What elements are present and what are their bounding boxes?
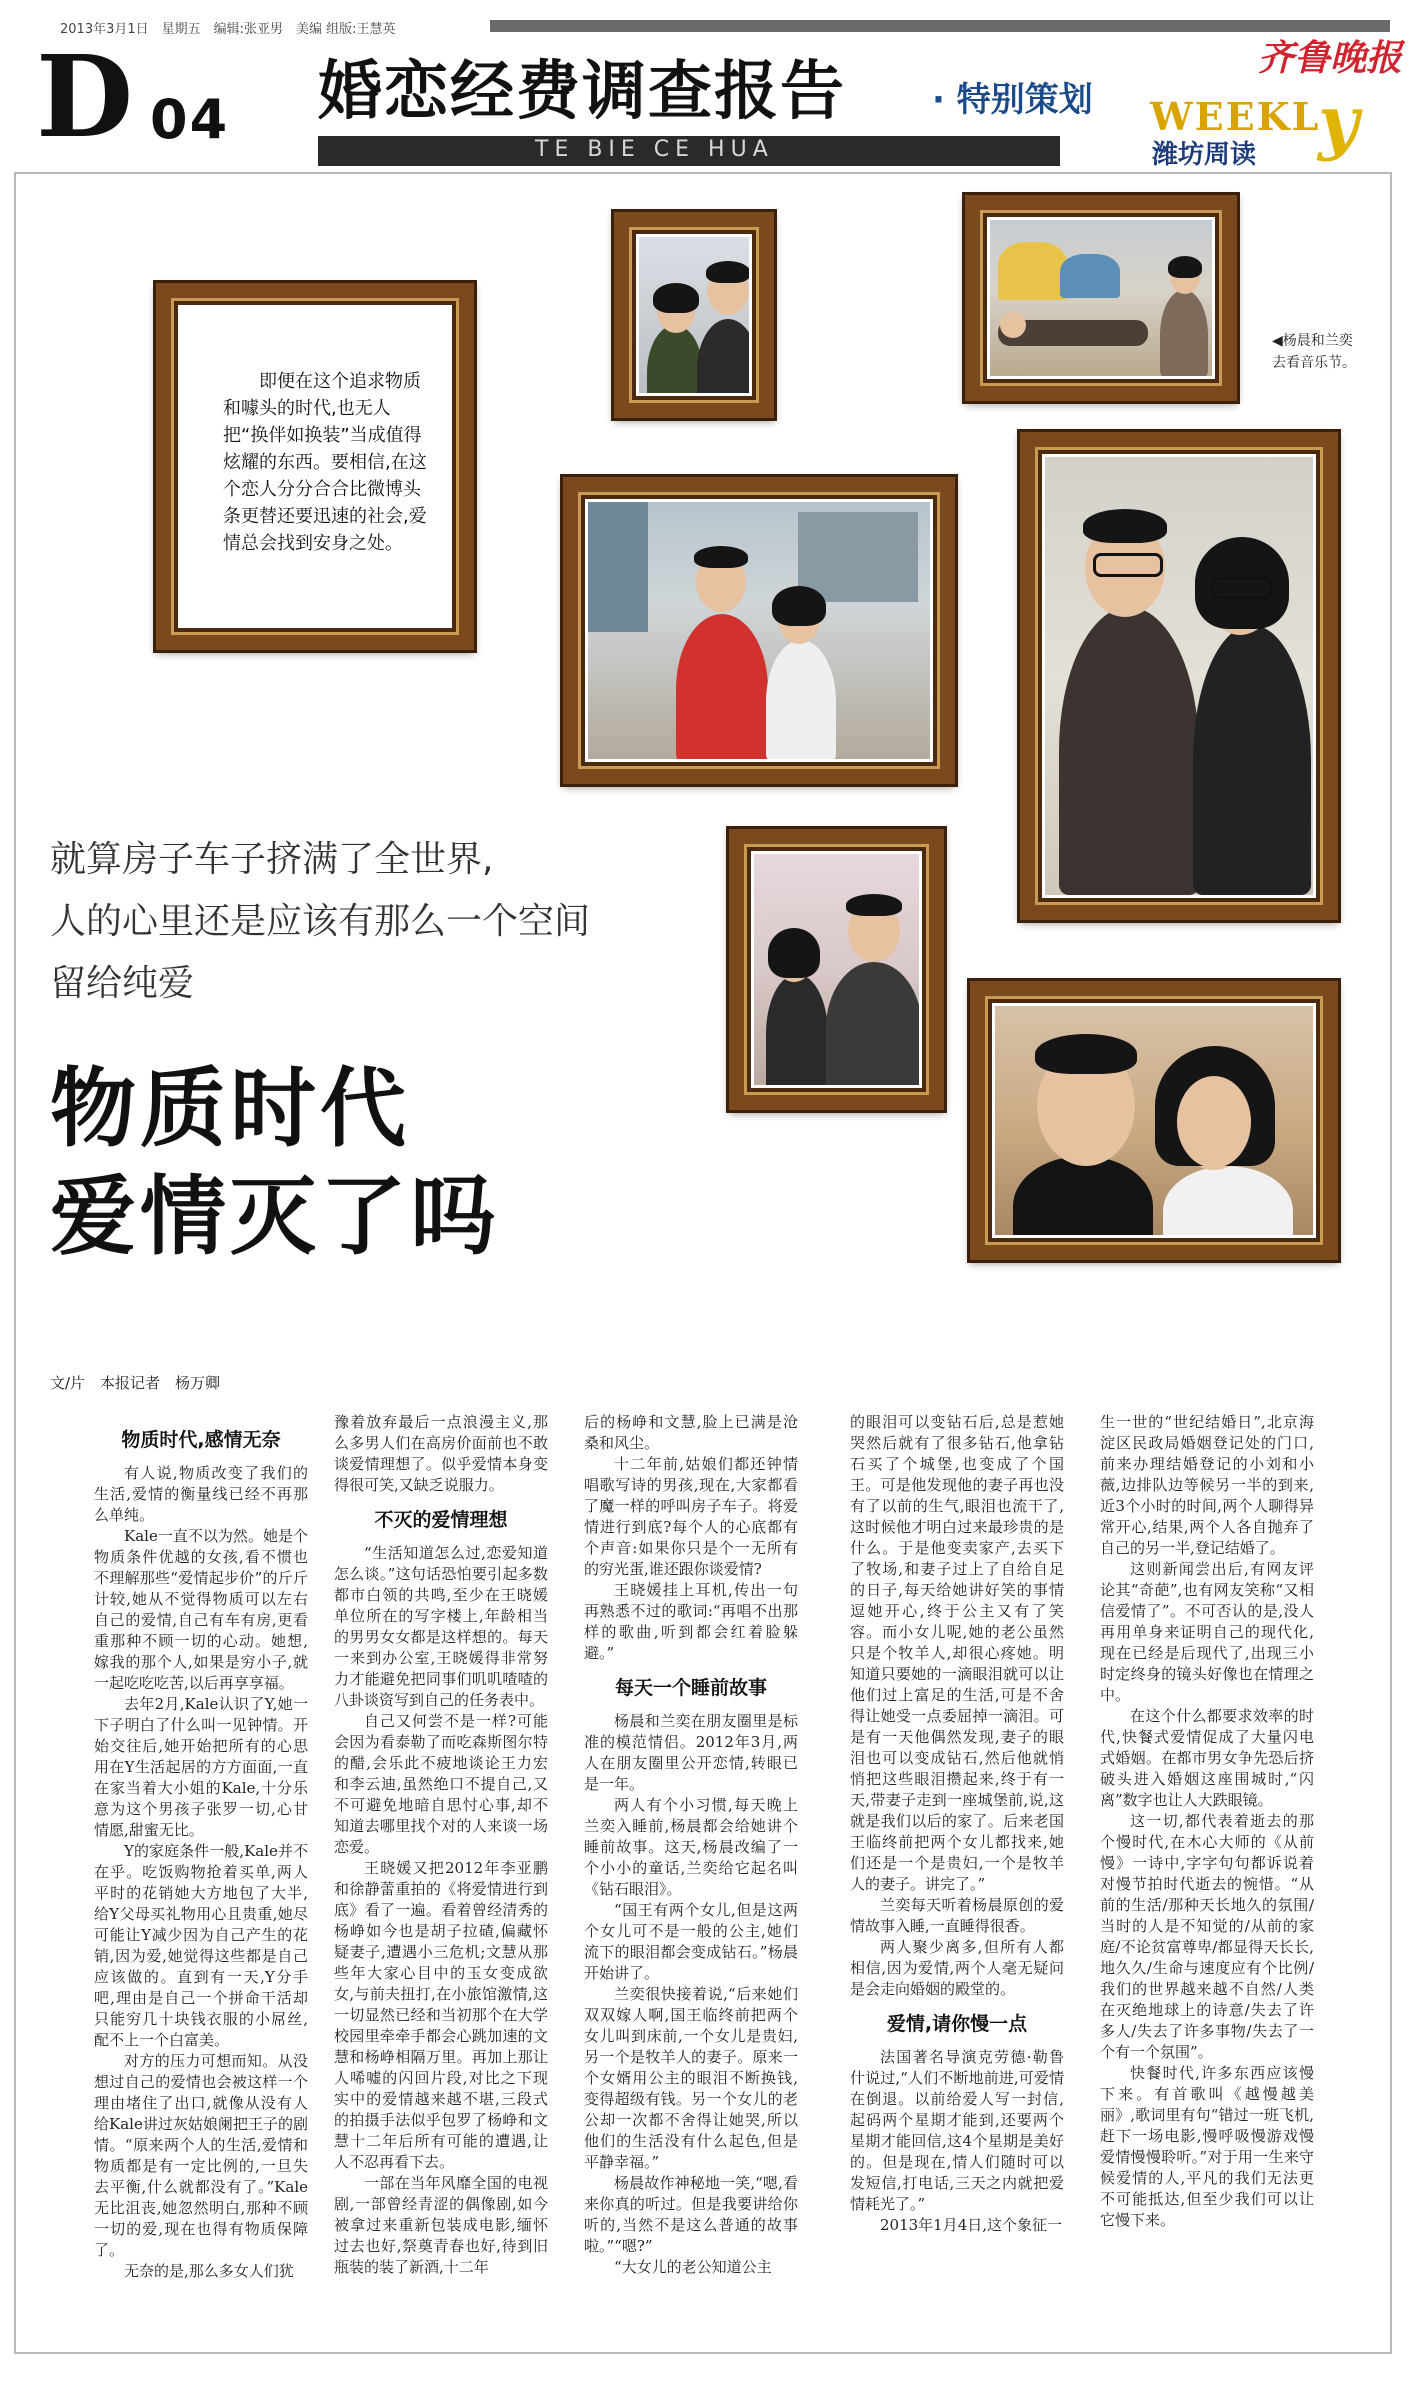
photo-frame xyxy=(970,981,1338,1260)
section-letter: D xyxy=(36,32,134,163)
pull-quote: 即便在这个追求物质和噱头的时代,也无人把“换伴如换装”当成值得炫耀的东西。要相信,在这个恋人分分合合比微博头条更替还要迅速的社会,爱情总会找到安身之处。 xyxy=(223,371,427,554)
paragraph: “大女儿的老公知道公主 xyxy=(614,2258,772,2276)
photo-caption: ◀杨晨和兰奕去看音乐节。 xyxy=(1272,333,1356,371)
couple-photo xyxy=(639,237,749,393)
subheading: 爱情,请你慢一点 xyxy=(886,2013,1028,2035)
page-number: 04 xyxy=(150,88,230,151)
section-pinyin: TE BIE CE HUA xyxy=(535,137,774,162)
subheading: 不灭的爱情理想 xyxy=(374,1509,508,1531)
weekly-subtitle: 潍坊周读 xyxy=(1152,140,1257,170)
paragraph: 法国著名导演克劳德·勒鲁什说过,“人们不断地前进,可爱情在倒退。以前给爱人写一封信,起码两个星期才能到,还要两个星期才能回信,这4个星期是美好的。但是现在,情人们随时可以发短信,打电话,三天之内就把爱情耗光了。” xyxy=(850,2048,1064,2213)
paragraph: 无奈的是,那么多女人们犹 xyxy=(124,2262,294,2280)
masthead-rule xyxy=(490,20,1390,32)
section-tag: · 特别策划 xyxy=(932,80,1093,120)
paragraph: 这一切,都代表着逝去的那个慢时代,在木心大师的《从前慢》一诗中,字字句句都诉说着对慢节拍时代逝去的惋惜。“从前的生活/那种天长地久的氛围/当时的人是不知觉的/从前的家庭/不论贫富尊卑/都显得天长长,地久久/生命与速度应有个比例/我们的世界越来越不自然/人类在灭绝地球上的诗意/失去了许多人/失去了许多事物/失去了一个有一个氛围”。 xyxy=(1100,1812,1314,2061)
paragraph: 兰奕很快接着说,“后来她们双双嫁人啊,国王临终前把两个女儿叫到床前,一个女儿是贵妇,另一个是牧羊人的妻子。原来一个女婿用公主的眼泪不断换钱,变得超级有钱。另一个女儿的老公却一次都不舍得让她哭,所以他们的生活没有什么起色,但是平静幸福。” xyxy=(584,1985,798,2171)
paragraph: 的眼泪可以变钻石后,总是惹她哭然后就有了很多钻石,他拿钻石买了个城堡,也变成了个国王。可是他发现他的妻子再也没有了以前的生气,眼泪也流干了,这时候他才明白过来最珍贵的是什么。于是他变卖家产,去买下了牧场,和妻子过上了自给自足的日子,每天给她讲好笑的事情逗她开心,终于公主又有了笑容。而小女儿呢,她的老公虽然只是个牧羊人,却很心疼她。明知道只要她的一滴眼泪就可以让他们过上富足的生活,可是不舍得让她受一点委屈掉一滴泪。可是有一天他偶然发现,妻子的眼泪也可以变成钻石,然后他就悄悄把这些眼泪攒起来,终于有一天,带妻子走到一座城堡前,说,这就是我们以后的家了。后来老国王临终前把两个女儿都找来,她们还是一个是贵妇,一个是牧羊人的妻子。讲完了。” xyxy=(850,1413,1064,1893)
couple-closeup-photo xyxy=(995,1006,1313,1235)
article-column xyxy=(584,1412,798,2278)
couple-room-photo xyxy=(588,502,930,759)
deck xyxy=(50,829,770,1015)
paragraph: 在这个什么都要求效率的时代,快餐式爱情促成了大量闪电式婚姻。在都市男女争先恐后挤破头进入婚姻这座围城时,“闪离”数字也让人大跌眼镜。 xyxy=(1100,1707,1314,1809)
couple-glasses-photo xyxy=(1045,457,1313,895)
photo-frame xyxy=(563,477,955,784)
paragraph: 自己又何尝不是一样?可能会因为看泰勒了而吃森斯图尔特的醋,会乐此不疲地谈论王力宏和李云迪,虽然绝口不提自己,又不可避免地暗自思忖心事,却不知道去哪里找个对的人来谈一场恋爱。 xyxy=(334,1712,548,1856)
weekly-logo: WEEKL xyxy=(1150,94,1321,139)
article-column xyxy=(1100,1412,1314,2231)
subheading: 物质时代,感情无奈 xyxy=(121,1429,281,1451)
paragraph: 后的杨峥和文慧,脸上已满是沧桑和风尘。 xyxy=(584,1413,798,1452)
paragraph: “国王有两个女儿,但是这两个女儿可不是一般的公主,她们流下的眼泪都会变成钻石。”杨晨开始讲了。 xyxy=(584,1901,798,1982)
dateline-bar xyxy=(60,16,1390,38)
paragraph: 有人说,物质改变了我们的生活,爱情的衡量线已经不再那么单纯。 xyxy=(94,1464,308,1524)
deck-line: 就算房子车子挤满了全世界, xyxy=(50,839,494,880)
photo-frame xyxy=(965,195,1237,401)
photo-frame xyxy=(614,212,774,418)
paragraph: 去年2月,Kale认识了Y,她一下子明白了什么叫一见钟情。开始交往后,她开始把所有的心思用在Y生活起居的方方面面,一直在家当着大小姐的Kale,十分乐意为这个男孩子张罗一切,心甘情愿,甜蜜无比。 xyxy=(94,1695,308,1839)
paragraph: 快餐时代,许多东西应该慢下来。有首歌叫《越慢越美丽》,歌词里有句“错过一班飞机,赶下一场电影,慢呼吸慢游戏慢爱情慢慢聆听。”对于用一生来守候爱情的人,平凡的我们无法更不可能抵达,但至少我们可以让它慢下来。 xyxy=(1100,2064,1314,2229)
byline: 文/片 本报记者 杨万卿 xyxy=(50,1374,221,1392)
paragraph: 对方的压力可想而知。从没想过自己的爱情也会被这样一个理由堵住了出口,就像从没有人给Kale讲过灰姑娘阑把王子的剧情。“原来两个人的生活,爱情和物质都是有一定比例的,一旦失去平衡,什么就都没有了。”Kale无比沮丧,她忽然明白,那种不顾一切的爱,现在也得有物质保障了。 xyxy=(94,2052,308,2259)
paragraph: 王晓媛又把2012年李亚鹏和徐静蕾重拍的《将爱情进行到底》看了一遍。看着曾经清秀的杨峥如今也是胡子拉碴,偏藏怀疑妻子,遭遇小三危机;文慧从那些年大家心目中的玉女变成欲女,与前夫扭打,在小旅馆激情,这一切显然已经和当初那个在大学校园里牵牵手都会心跳加速的文慧和杨峥相隔万里。再加上那让人唏嘘的闪回片段,对比之下现实中的爱情越来越不堪,三段式的拍摄手法似乎包罗了杨峥和文慧十二年后所有可能的遭遇,让人不忍再看下去。 xyxy=(334,1859,548,2171)
paragraph: 王晓媛挂上耳机,传出一句再熟悉不过的歌词:“再唱不出那样的歌曲,听到都会红着脸躲避。” xyxy=(584,1581,798,1662)
paragraph: 这则新闻尝出后,有网友评论其“奇葩”,也有网友笑称“又相信爱情了”。不可否认的是,没人再用单身来证明自己的现代化,现在已经是后现代了,出现三小时定终身的镜头好像也在情理之中。 xyxy=(1100,1560,1314,1704)
article-column xyxy=(850,1412,1064,2236)
deck-line: 人的心里还是应该有那么一个空间 xyxy=(50,901,591,942)
paragraph: 两人有个小习惯,每天晚上兰奕入睡前,杨晨都会给她讲个睡前故事。这天,杨晨改编了一个小小的童话,兰奕给它起名叫《钻石眼泪》。 xyxy=(584,1796,798,1898)
paragraph: 生一世的“世纪结婚日”,北京海淀区民政局婚姻登记处的门口,前来办理结婚登记的小刘和小薇,边排队边等候另一半的到来,近3个小时的时间,两个人聊得异常开心,结果,两个人各自抛弃了自己的另一半,登记结婚了。 xyxy=(1100,1413,1314,1557)
paragraph: 兰奕每天听着杨晨原创的爱情故事入睡,一直睡得很香。 xyxy=(850,1896,1064,1935)
quote-frame xyxy=(156,283,474,650)
headline-line: 爱情灭了吗 xyxy=(50,1167,500,1267)
weekly-logo-y: y xyxy=(1318,80,1359,163)
paragraph: 两人聚少离多,但所有人都相信,因为爱情,两个人毫无疑问是会走向婚姻的殿堂的。 xyxy=(850,1938,1064,1998)
article-column xyxy=(334,1412,548,2278)
deck-line: 留给纯爱 xyxy=(50,963,195,1004)
paragraph: Y的家庭条件一般,Kale并不在乎。吃饭购物抢着买单,两人平时的花销她大方地包了大半,给Y父母买礼物用心且贵重,她尽可能让Y减少因为自己产生的花销,因为爱,她觉得这些都是自己应该做的。直到有一天,Y分手吧,理由是自己一个拼命干活却只能穷几十块钱衣服的小屌丝,配不上一个白富美。 xyxy=(94,1842,308,2049)
paragraph: 杨晨和兰奕在朋友圈里是标准的模范情侣。2012年3月,两人在朋友圈里公开恋情,转眼已是一年。 xyxy=(584,1712,798,1793)
paragraph: Kale一直不以为然。她是个物质条件优越的女孩,看不惯也不理解那些“爱情起步价”的斤斤计较,她从不觉得物质可以左右自己的爱情,自己有车有房,更看重那种不顾一切的心动。她想,嫁我的那个人,如果是穷小子,就一起吃吃吃苦,以后再享享福。 xyxy=(94,1527,308,1692)
paragraph: 2013年1月4日,这个象征一 xyxy=(880,2216,1063,2234)
headline-line: 物质时代 xyxy=(50,1059,410,1159)
paragraph: 十二年前,姑娘们都还钟情唱歌写诗的男孩,现在,大家都看了魔一样的呼叫房子车子。将爱情进行到底?每个人的心底都有个声音:如果你只是个一无所有的穷光蛋,谁还跟你谈爱情? xyxy=(584,1455,798,1578)
paragraph: 一部在当年风靡全国的电视剧,一部曾经青涩的偶像剧,如今被拿过来重新包装成电影,缅怀过去也好,祭奠青春也好,待到旧瓶装的装了新酒,十二年 xyxy=(334,2174,548,2276)
page-title: 婚恋经费调查报告 xyxy=(318,55,846,129)
music-festival-photo xyxy=(990,220,1212,376)
couple-vertical-photo xyxy=(754,854,919,1085)
photo-frame xyxy=(1020,432,1338,920)
paragraph: “生活知道怎么过,恋爱知道怎么谈。”这句话恐怕要引起多数都市白领的共鸣,至少在王晓媛单位所在的写字楼上,年龄相当的男男女女都是这样想的。每天一来到办公室,王晓媛得非常努力才能避免把同事们叽叽喳喳的八卦谈资写到自己的任务表中。 xyxy=(334,1544,548,1709)
paragraph: 豫着放弃最后一点浪漫主义,那么多男人们在高房价面前也不敢谈爱情理想了。似乎爱情本身变得很可笑,又缺乏说服力。 xyxy=(334,1413,548,1494)
article-column xyxy=(94,1412,308,2282)
subheading: 每天一个睡前故事 xyxy=(614,1677,767,1699)
newspaper-logo: 齐鲁晚报 xyxy=(1258,37,1403,79)
paragraph: 杨晨故作神秘地一笑,“嗯,看来你真的听过。但是我要讲给你听的,当然不是这么普通的故事啦。”“嗯?” xyxy=(584,2174,798,2255)
dateline-meta: 2013年3月1日 星期五 编辑:张亚男 美编 组版:王慧英 xyxy=(60,22,396,37)
headline xyxy=(50,1055,500,1271)
